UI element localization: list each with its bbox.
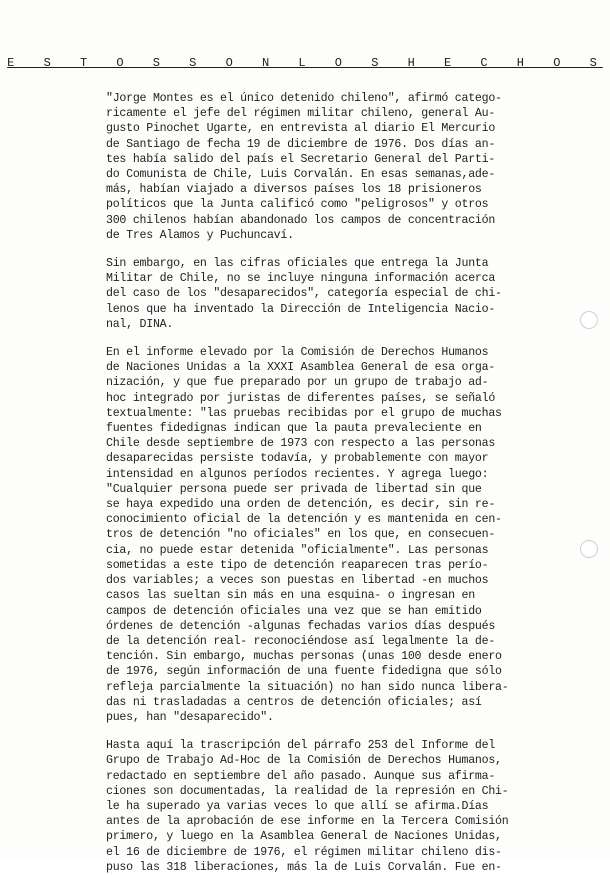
punch-hole-bottom	[580, 540, 598, 558]
document-body	[106, 91, 542, 875]
document-title: E S T O S S O N L O S H E C H O S	[7, 56, 603, 70]
paragraph-2: Sin embargo, en las cifras oficiales que entrega la Junta Militar de Chile, no se incluye ninguna información acerca del caso de los "desaparecidos", categoría especial de chi- lenos que ha inventado la Dirección de Inteligencia Nacio- nal, DINA.	[106, 257, 502, 331]
paragraph-1: "Jorge Montes es el único detenido chileno", afirmó catego- ricamente el jefe del régimen militar chileno, general Au- gusto Pinochet Ugarte, en entrevista al diario El Mercurio de Santiago de fecha 19 de diciembre de 1976. Dos días an- tes había salido del país el Secretario General del Parti- do Comunista de Chile, Luis Corvalán. En esas semanas,ade- más, habían viajado a diversos países los 18 prisioneros políticos que la Junta calificó como "peligrosos" y otros 300 chilenos habían abandonado los campos de concentración de Tres Alamos y Puchuncaví.	[106, 92, 502, 242]
paragraph-4: Hasta aquí la trascripción del párrafo 253 del Informe del Grupo de Trabajo Ad-Hoc de la Comisión de Derechos Humanos, redactado en septiembre del año pasado. Aunque sus afirma- ciones son documentadas, la realidad de la represión en Chi- le ha superado ya varias veces lo que allí se afirma.Días antes de la aprobación de ese informe en la Tercera Comisión primero, y luego en la Asamblea General de Naciones Unidas, el 16 de diciembre de 1976, el régimen militar chileno dis- puso las 318 liberaciones, más la de Luis Corvalán. Fue en-	[106, 739, 509, 874]
paragraph-3: En el informe elevado por la Comisión de Derechos Humanos de Naciones Unidas a la XXXI Asamblea General de esa orga- nización, y que fue preparado por un grupo de trabajo ad- hoc integrado por juristas de diferentes países, se señaló textualmente: "las pruebas recibidas por el grupo de muchas fuentes fidedignas indican que la pauta prevaleciente en Chile desde septiembre de 1973 con respecto a las personas desaparecidas persiste todavía, y probablemente con mayor intensidad en algunos períodos recientes. Y agrega luego: "Cualquier persona puede ser privada de libertad sin que se haya expedido una orden de detención, es decir, sin re- conocimiento oficial de la detención y es mantenida en cen- tros de detención "no oficiales" en los que, en consecuen- cia, no puede estar detenida "oficialmente". Las personas sometidas a este tipo de detención reaparecen tras perío- dos variables; a veces son puestas en libertad -en muchos casos las sueltan sin más en una esquina- o ingresan en campos de detención oficiales una vez que se han emitido órdenes de detención -algunas fechadas varios días después de la detención real- reconociéndose así legalmente la de- tención. Sin embargo, muchas personas (unas 100 desde enero de 1976, según información de una fuente fidedigna que sólo refleja parcialmente la situación) no han sido nunca libera- das ni trasladadas a centros de detención oficiales; así pues, han "desaparecido".	[106, 346, 509, 724]
punch-hole-top	[580, 311, 598, 329]
